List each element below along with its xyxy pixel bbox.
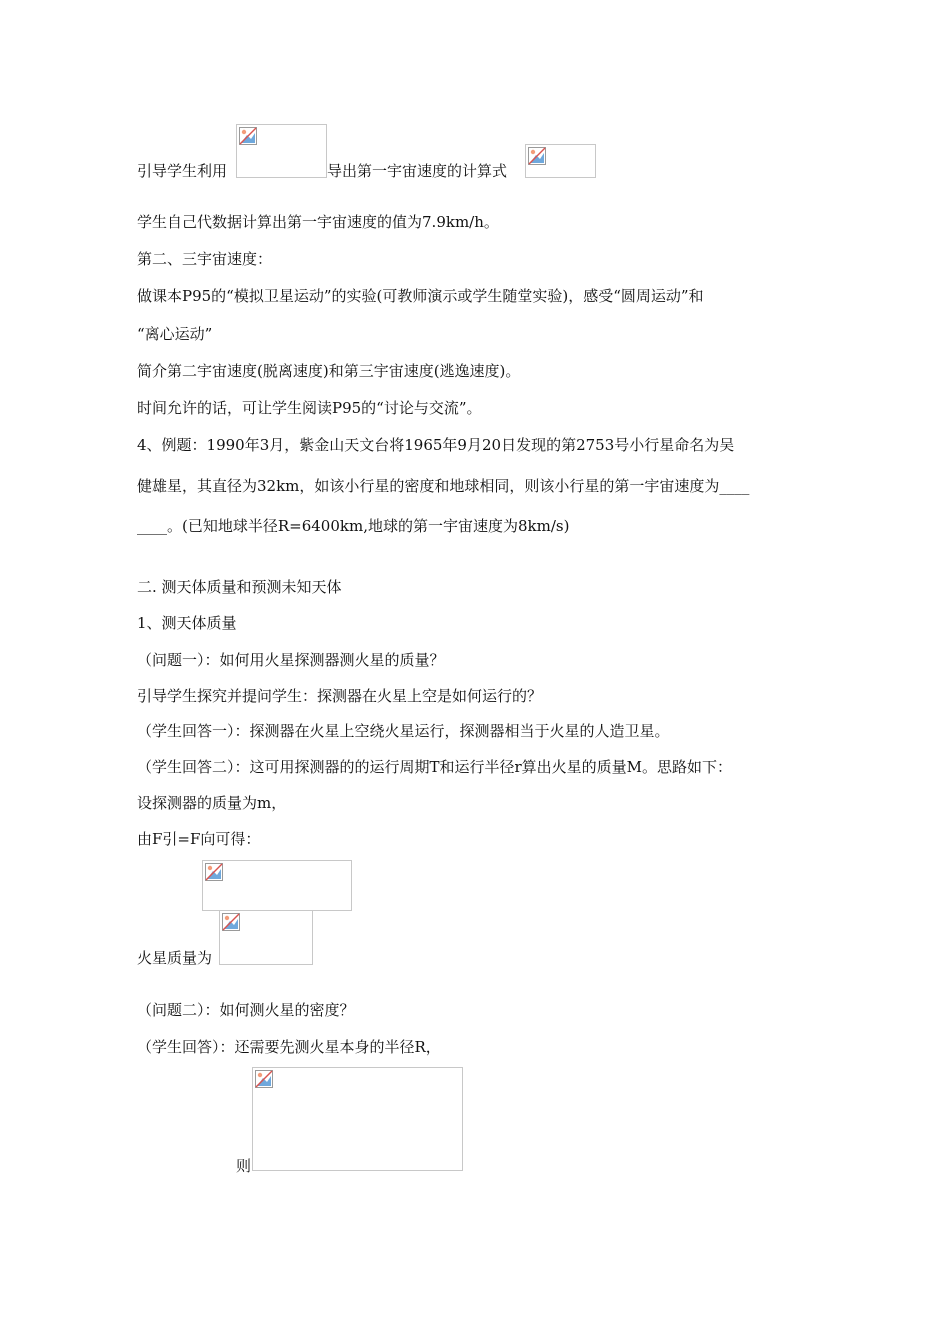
- text-line-2: 学生自己代数据计算出第一宇宙速度的值为7.9km/h。: [137, 213, 499, 231]
- text-mars-mass: 火星质量为: [137, 949, 213, 967]
- text-answer-1: （学生回答一）：探测器在火星上空绕火星运行，探测器相当于火星的人造卫星。: [137, 722, 670, 740]
- formula-image-4: [219, 910, 313, 965]
- text-line-6: 简介第二宇宙速度(脱离速度)和第三宇宙速度(逃逸速度)。: [137, 362, 521, 380]
- text-line-1b: [327, 161, 507, 181]
- text-line-3: 第二、三宇宙速度：: [137, 250, 273, 268]
- text-line-14: 引导学生探究并提问学生：探测器在火星上空是如何运行的？: [137, 687, 543, 705]
- formula-image-5: [252, 1067, 463, 1171]
- text-line-17: 设探测器的质量为m，: [137, 794, 287, 812]
- formula-image-2: [525, 144, 596, 178]
- text-line-1: [137, 161, 227, 181]
- text-line-18: 由F引=F向可得：: [137, 830, 261, 848]
- formula-image-3: [202, 860, 352, 911]
- text-line-4: 做课本P95的“模拟卫星运动”的实验(可教师演示或学生随堂实验)，感受“圆周运动”和: [137, 287, 704, 305]
- text-line-9: 健雄星，其直径为32km，如该小行星的密度和地球相同，则该小行星的第一宇宙速度为____: [137, 477, 750, 495]
- text-line-8: 4、例题：1990年3月，紫金山天文台将1965年9月20日发现的第2753号小行星命名为吴: [137, 436, 735, 454]
- broken-image-icon: [222, 913, 240, 931]
- broken-image-icon: [205, 863, 223, 881]
- text-then: 则: [236, 1157, 252, 1175]
- text-guide-students: 引导学生利用: [137, 162, 228, 180]
- broken-image-icon: [528, 147, 546, 165]
- broken-image-icon: [255, 1070, 273, 1088]
- text-line-5: “离心运动”: [137, 325, 213, 343]
- section-heading: 二. 测天体质量和预测未知天体: [137, 578, 342, 596]
- broken-image-icon: [239, 127, 257, 145]
- formula-image-1: [236, 124, 327, 178]
- text-answer-2: （学生回答二）：这可用探测器的的运行周期T和运行半径r算出火星的质量M。思路如下：: [137, 758, 733, 776]
- text-question-2: （问题二）：如何测火星的密度？: [137, 1001, 355, 1019]
- text-answer-3: （学生回答）：还需要先测火星本身的半径R，: [137, 1038, 441, 1056]
- subsection-heading: 1、测天体质量: [137, 614, 237, 632]
- text-derive-formula: 导出第一宇宙速度的计算式: [327, 162, 508, 180]
- text-line-10: ____。(已知地球半径R=6400km,地球的第一宇宙速度为8km/s): [137, 517, 570, 535]
- text-line-7: 时间允许的话，可让学生阅读P95的“讨论与交流”。: [137, 399, 482, 417]
- text-question-1: （问题一）：如何用火星探测器测火星的质量？: [137, 651, 445, 669]
